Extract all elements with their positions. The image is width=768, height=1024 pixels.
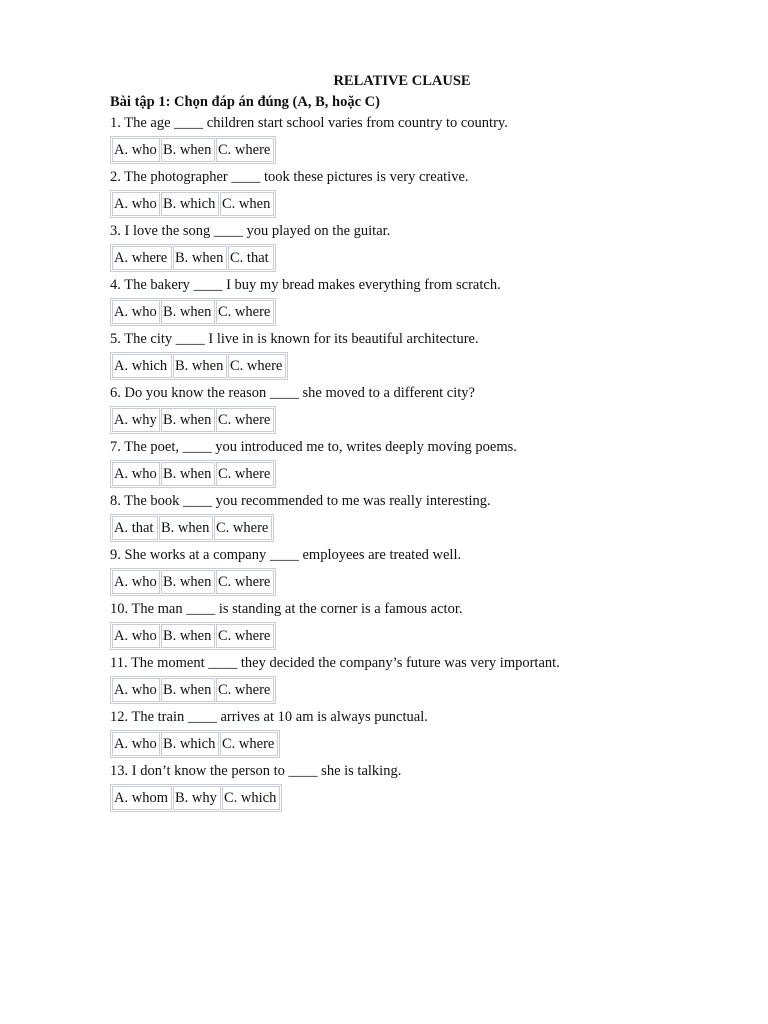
question-text: 7. The poet, ____ you introduced me to, writes deeply moving poems. — [110, 439, 517, 455]
question-block — [110, 114, 710, 164]
option-b: B. when — [173, 246, 227, 270]
option-a: A. who — [112, 678, 160, 702]
option-a: A. who — [112, 192, 160, 216]
option-a: A. where — [112, 246, 172, 270]
option-c: C. that — [228, 246, 274, 270]
options-table — [110, 568, 276, 596]
options-table — [110, 298, 276, 326]
option-c: C. where — [228, 354, 286, 378]
question-block — [110, 762, 710, 812]
question-block — [110, 492, 710, 542]
options-table — [110, 622, 276, 650]
question-block — [110, 546, 710, 596]
option-c: C. where — [220, 732, 278, 756]
options-table — [110, 676, 276, 704]
option-b: B. which — [161, 732, 219, 756]
question-text: 4. The bakery ____ I buy my bread makes everything from scratch. — [110, 277, 501, 293]
option-c: C. where — [216, 462, 274, 486]
option-a: A. that — [112, 516, 158, 540]
question-text: 12. The train ____ arrives at 10 am is always punctual. — [110, 709, 428, 725]
option-a: A. who — [112, 570, 160, 594]
options-table — [110, 136, 276, 164]
question-text: 2. The photographer ____ took these pictures is very creative. — [110, 169, 469, 185]
exercise-heading: Bài tập 1: Chọn đáp án đúng (A, B, hoặc C) — [110, 94, 380, 110]
options-table — [110, 514, 274, 542]
document — [110, 72, 710, 816]
options-table — [110, 352, 288, 380]
option-b: B. when — [161, 624, 215, 648]
question-block — [110, 708, 710, 758]
option-c: C. when — [220, 192, 274, 216]
option-c: C. which — [222, 786, 280, 810]
question-text: 3. I love the song ____ you played on the guitar. — [110, 223, 391, 239]
question-block — [110, 222, 710, 272]
question-block — [110, 168, 710, 218]
option-a: A. who — [112, 462, 160, 486]
option-a: A. who — [112, 138, 160, 162]
question-text: 8. The book ____ you recommended to me was really interesting. — [110, 493, 491, 509]
question-block — [110, 438, 710, 488]
option-c: C. where — [216, 408, 274, 432]
options-table — [110, 460, 276, 488]
question-block — [110, 330, 710, 380]
option-c: C. where — [216, 300, 274, 324]
question-block — [110, 654, 710, 704]
option-b: B. when — [173, 354, 227, 378]
question-block — [110, 600, 710, 650]
option-c: C. where — [216, 624, 274, 648]
option-a: A. why — [112, 408, 160, 432]
option-b: B. when — [159, 516, 213, 540]
options-table — [110, 190, 276, 218]
option-b: B. why — [173, 786, 221, 810]
question-text: 1. The age ____ children start school varies from country to country. — [110, 115, 508, 131]
question-block — [110, 384, 710, 434]
option-c: C. where — [216, 138, 274, 162]
option-a: A. who — [112, 732, 160, 756]
question-text: 11. The moment ____ they decided the company’s future was very important. — [110, 655, 560, 671]
options-table — [110, 244, 276, 272]
option-c: C. where — [214, 516, 272, 540]
option-b: B. when — [161, 570, 215, 594]
option-c: C. where — [216, 570, 274, 594]
option-b: B. when — [161, 678, 215, 702]
option-a: A. which — [112, 354, 172, 378]
options-table — [110, 730, 280, 758]
option-a: A. whom — [112, 786, 172, 810]
option-b: B. when — [161, 300, 215, 324]
option-b: B. when — [161, 408, 215, 432]
options-table — [110, 406, 276, 434]
page-title: RELATIVE CLAUSE — [333, 73, 471, 89]
question-text: 13. I don’t know the person to ____ she is talking. — [110, 763, 402, 779]
option-b: B. when — [161, 462, 215, 486]
option-b: B. when — [161, 138, 215, 162]
options-table — [110, 784, 282, 812]
option-c: C. where — [216, 678, 274, 702]
question-text: 10. The man ____ is standing at the corner is a famous actor. — [110, 601, 463, 617]
question-text: 9. She works at a company ____ employees are treated well. — [110, 547, 462, 563]
question-block — [110, 276, 710, 326]
question-text: 6. Do you know the reason ____ she moved to a different city? — [110, 385, 475, 401]
option-a: A. who — [112, 300, 160, 324]
question-text: 5. The city ____ I live in is known for its beautiful architecture. — [110, 331, 479, 347]
option-b: B. which — [161, 192, 219, 216]
option-a: A. who — [112, 624, 160, 648]
